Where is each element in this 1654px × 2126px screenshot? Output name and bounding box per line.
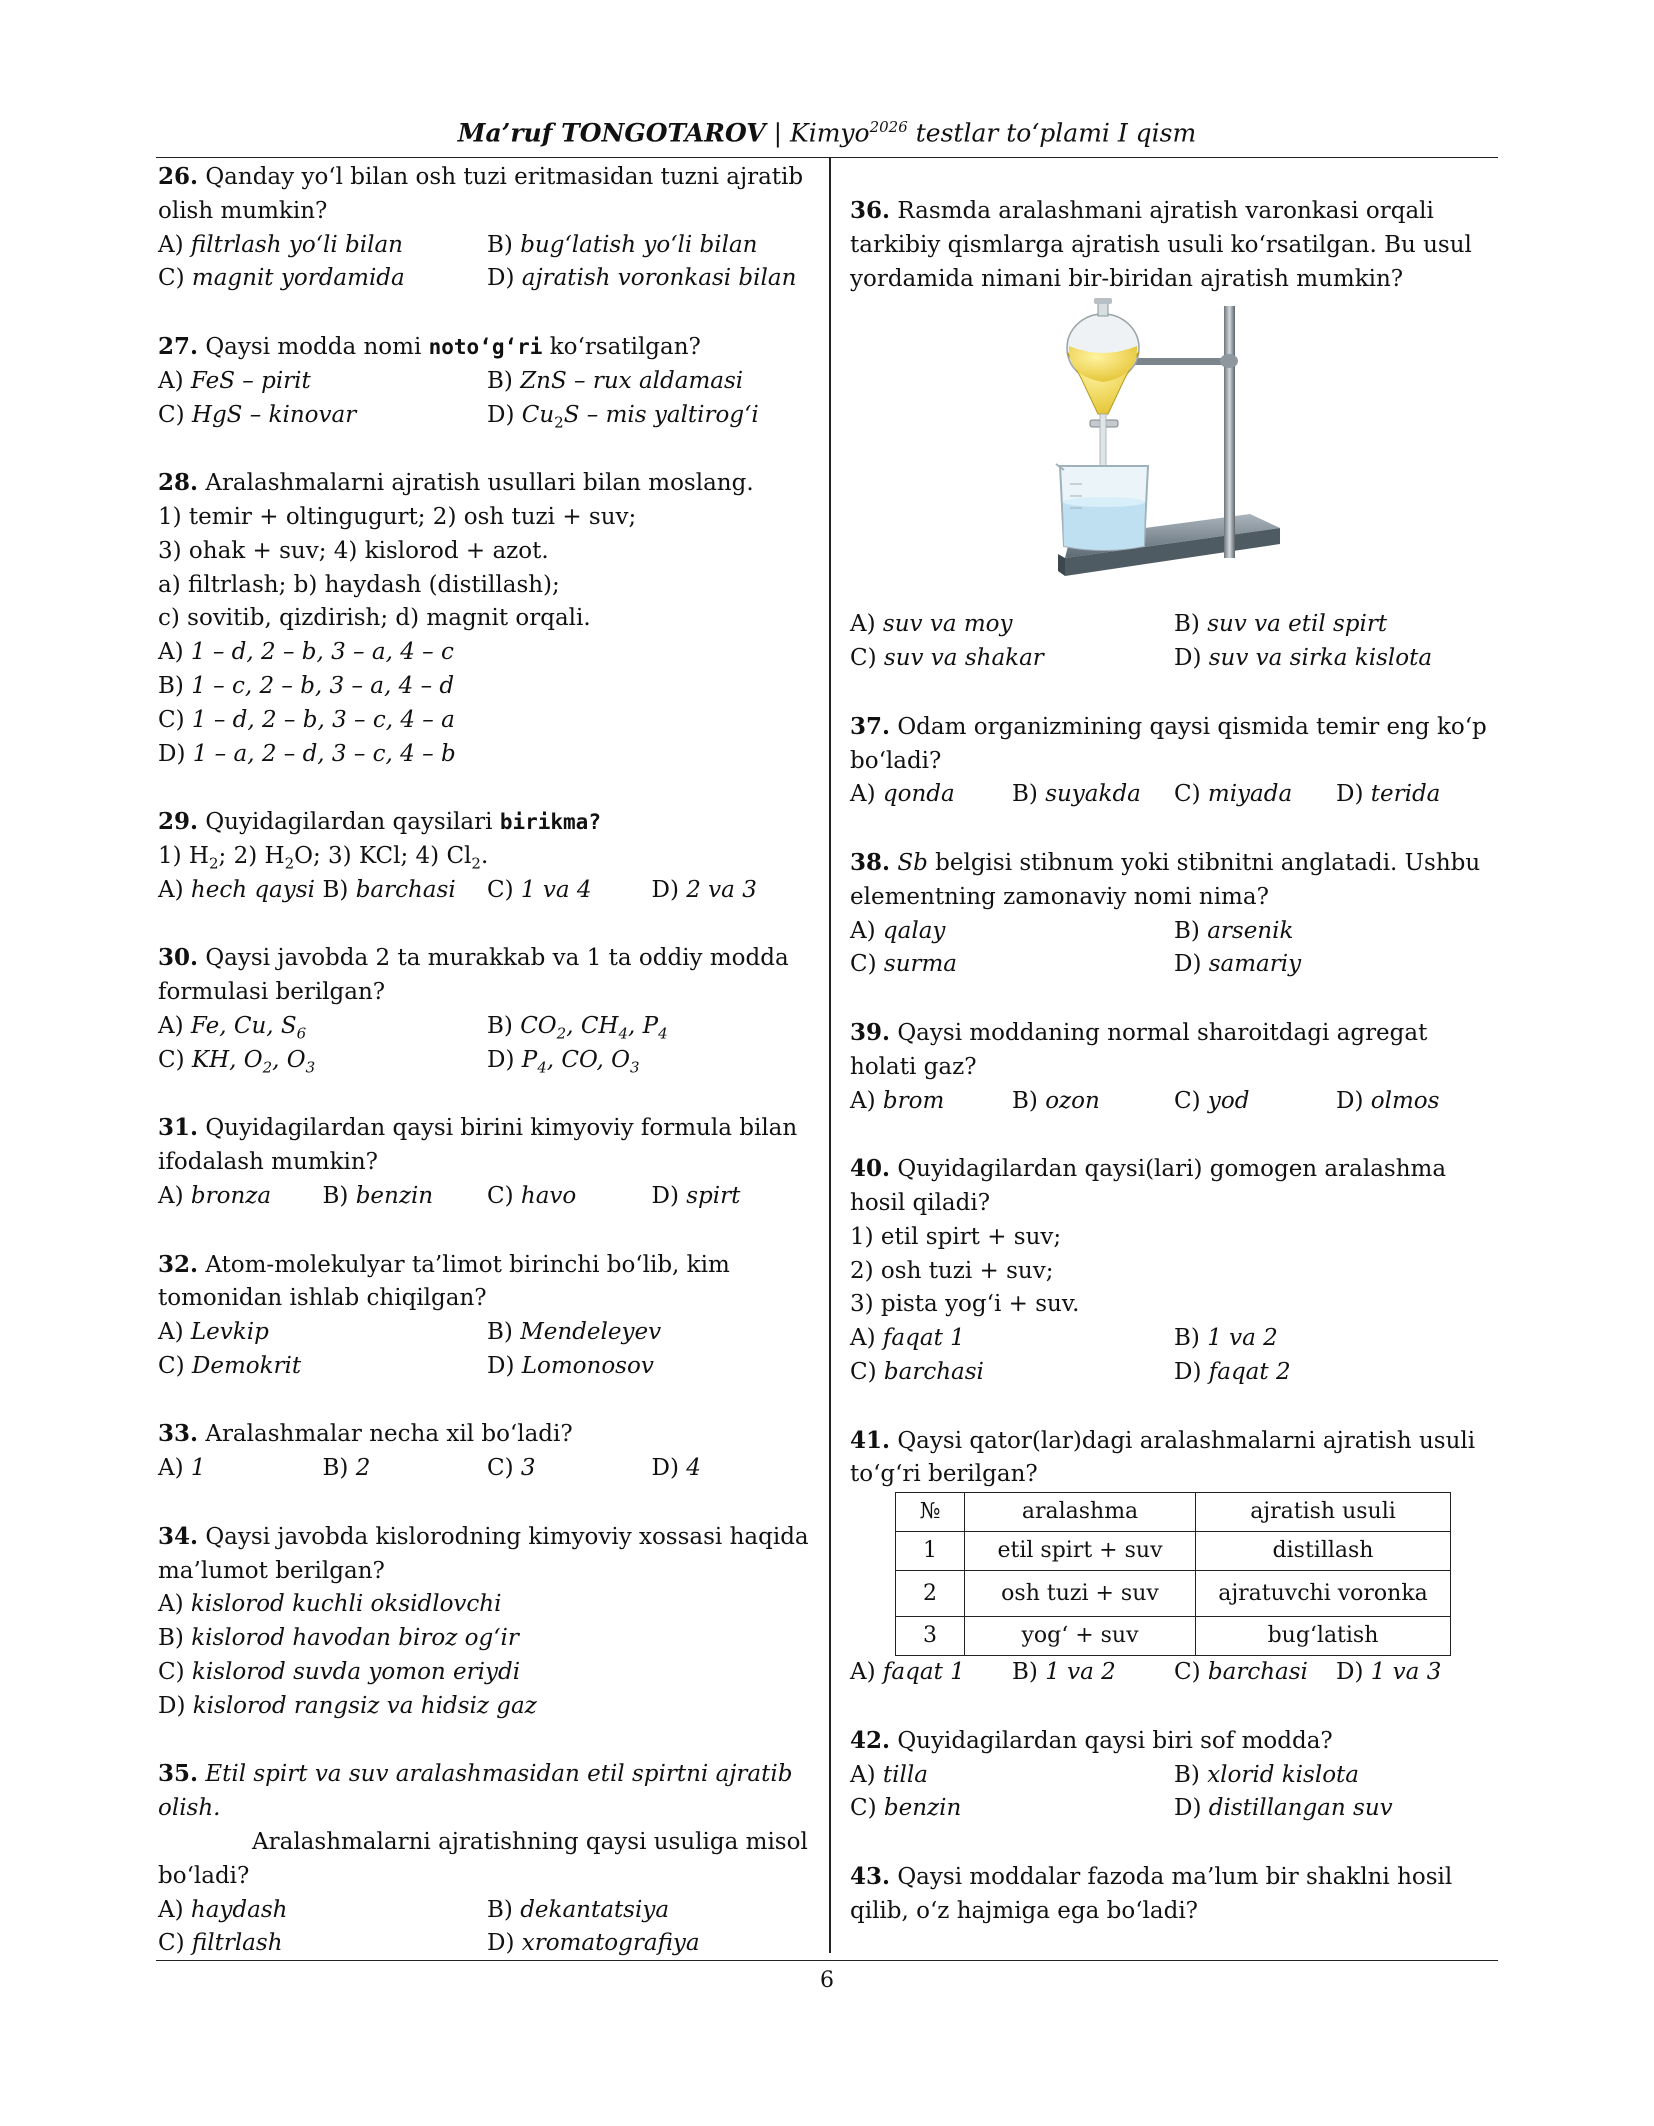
question-line: 3) pista yog‘i + suv. (850, 1291, 1080, 1318)
question-number: 28. (158, 469, 199, 497)
table-header: № (896, 1493, 965, 1532)
option-a[interactable]: A) Fe, Cu, $S_6$ (158, 1012, 307, 1043)
question-text: belgisi stibnum yoki stibnitni anglatadi. Ushbu elementning zamonaviy nomi nima? (850, 849, 1481, 910)
header-title: Kimyo (790, 118, 870, 148)
question-37 (850, 710, 1498, 812)
question-29 (158, 805, 816, 907)
question-text: Rasmda aralashmani ajratish varonkasi orqali tarkibiy qismlarga ajratish usuli ko‘rsatilgan. Bu usul yordamida nimani bir-biridan ajratish mumkin? (850, 198, 1472, 292)
question-subtext: Aralashmalarni ajratishning qaysi usuliga misol bo‘ladi? (158, 1829, 808, 1889)
option-b[interactable]: B) xlorid kislota (1174, 1761, 1360, 1788)
question-43 (850, 1860, 1498, 1929)
option-d[interactable]: D) suv va sirka kislota (1174, 645, 1433, 672)
question-line: 1) temir + oltingugurt; 2) osh tuzi + suv; (158, 503, 637, 530)
question-text: Qaysi moddalar fazoda ma’lum bir shaklni hosil qilib, o‘z hajmiga ega bo‘ladi? (850, 1863, 1453, 1924)
option-a[interactable]: A) Levkip (158, 1319, 269, 1346)
question-26 (158, 160, 816, 296)
option-d[interactable]: D) faqat 2 (1174, 1358, 1291, 1385)
option-d[interactable]: D) 4 (651, 1455, 701, 1482)
question-text: Etil spirt va suv aralashmasidan etil spirtni ajratib olish. (158, 1761, 793, 1822)
question-text: Quyidagilardan qaysi biri sof modda? (897, 1727, 1333, 1754)
option-b[interactable]: B) 1 – c, 2 – b, 3 – a, 4 – d (158, 672, 455, 699)
question-35 (158, 1757, 816, 1961)
option-b[interactable]: B) ozon (1012, 1087, 1100, 1114)
option-b[interactable]: B) 2 (322, 1455, 371, 1482)
question-number: 34. (158, 1522, 199, 1550)
question-text: Quyidagilardan qaysi(lari) gomogen aralashma hosil qiladi? (850, 1156, 1447, 1216)
table-cell: etil spirt + suv (965, 1532, 1196, 1571)
question-number: 29. (158, 808, 199, 836)
table-row (896, 1617, 1451, 1656)
table-cell: ajratuvchi voronka (1196, 1571, 1451, 1617)
option-b[interactable]: B) 1 va 2 (1174, 1325, 1278, 1352)
question-number: 35. (158, 1760, 199, 1788)
option-b[interactable]: B) Mendeleyev (487, 1319, 662, 1346)
question-31 (158, 1111, 816, 1213)
option-d[interactable]: D) 2 va 3 (651, 876, 757, 903)
option-a[interactable]: A) 1 (158, 1455, 206, 1482)
table-cell: 3 (896, 1617, 965, 1656)
question-text-end: ko‘rsatilgan? (549, 333, 701, 360)
question-text: Qaysi modda nomi (205, 333, 422, 360)
question-line: 2) osh tuzi + suv; (850, 1257, 1054, 1284)
question-line: c) sovitib, qizdirish; d) magnit orqali. (158, 605, 591, 632)
table-cell: osh tuzi + suv (965, 1571, 1196, 1617)
question-line: 1) etil spirt + suv; (850, 1223, 1062, 1250)
option-b[interactable]: B) dekantatsiya (487, 1896, 670, 1923)
option-a[interactable]: A) suv va moy (850, 611, 1013, 638)
question-text: Aralashmalar necha xil bo‘ladi? (205, 1421, 573, 1448)
question-42 (850, 1724, 1498, 1826)
header-year: 2026 (869, 118, 908, 136)
option-a[interactable]: A) hech qaysi (158, 876, 315, 903)
table-cell: distillash (1196, 1532, 1451, 1571)
question-text: Odam organizmining qaysi qismida temir eng ko‘p bo‘ladi? (850, 713, 1487, 774)
page-header (156, 118, 1498, 147)
option-a[interactable]: A) bronza (158, 1182, 272, 1209)
option-c[interactable]: C) benzin (850, 1795, 962, 1822)
table-cell: bug‘latish (1196, 1617, 1451, 1656)
header-separator: | (773, 118, 783, 148)
option-d[interactable]: D) $P_4$, CO, $O_3$ (487, 1046, 640, 1077)
question-text: Qaysi qator(lar)dagi aralashmalarni ajratish usuli to‘g‘ri berilgan? (850, 1427, 1476, 1488)
option-b[interactable]: B) suv va etil spirt (1174, 611, 1388, 638)
option-a[interactable]: A) 1 – d, 2 – b, 3 – a, 4 – c (158, 639, 454, 666)
question-number: 30. (158, 944, 199, 972)
option-a[interactable]: A) qalay (850, 917, 946, 944)
option-d[interactable]: D) samariy (1174, 951, 1302, 978)
question-33 (158, 1417, 816, 1486)
question-text: Qaysi moddaning normal sharoitdagi agregat holati gaz? (850, 1019, 1428, 1080)
header-author: Ma’ruf TONGOTAROV (457, 118, 766, 148)
option-a[interactable]: A) FeS – pirit (158, 367, 311, 394)
option-a[interactable]: A) faqat 1 (850, 1325, 965, 1352)
header-subtitle: testlar to‘plami I qism (915, 118, 1197, 148)
option-d[interactable]: D) spirt (651, 1182, 741, 1209)
question-number: 27. (158, 332, 199, 360)
option-c[interactable]: C) 1 – d, 2 – b, 3 – c, 4 – a (158, 706, 455, 733)
option-b[interactable]: B) ZnS – rux aldamasi (487, 367, 744, 394)
option-a[interactable]: A) brom (850, 1087, 945, 1114)
question-number: 36. (850, 197, 891, 224)
question-number: 38. (850, 848, 891, 876)
table-cell: 2 (896, 1571, 965, 1617)
question-number: 41. (850, 1426, 891, 1454)
option-a[interactable]: A) faqat 1 (850, 1659, 965, 1686)
question-text: Aralashmalarni ajratish usullari bilan moslang. (205, 470, 754, 497)
option-a[interactable]: A) haydash (158, 1896, 288, 1923)
question-emphasis: noto‘g‘ri (428, 334, 543, 359)
option-c[interactable]: C) 3 (487, 1455, 536, 1482)
option-c[interactable]: C) yod (1174, 1087, 1250, 1114)
question-41 (850, 1424, 1498, 1690)
question-34 (158, 1520, 816, 1724)
option-c[interactable]: C) barchasi (1174, 1659, 1308, 1686)
option-d[interactable]: D) olmos (1336, 1087, 1440, 1114)
separatory-funnel-figure (850, 296, 1498, 608)
option-d[interactable]: D) distillangan suv (1174, 1795, 1393, 1822)
header-rule (156, 157, 1498, 158)
table-header: aralashma (965, 1493, 1196, 1532)
option-b[interactable]: B) barchasi (322, 876, 456, 903)
option-b[interactable]: B) arsenik (1174, 917, 1294, 944)
table-header-row (896, 1493, 1451, 1532)
question-number: 31. (158, 1114, 199, 1142)
option-d[interactable]: D) ajratish voronkasi bilan (487, 265, 797, 292)
question-line: a) filtrlash; b) haydash (distillash); (158, 571, 560, 598)
question-38 (850, 846, 1498, 982)
footer-rule (156, 1960, 1498, 1961)
option-b[interactable]: B) 1 va 2 (1012, 1659, 1116, 1686)
question-line: 1) $H_2$; 2) $H_2O$; 3) KCl; 4) $Cl_2$. (158, 842, 489, 873)
question-text: Qaysi javobda 2 ta murakkab va 1 ta oddiy modda formulasi berilgan? (158, 945, 789, 1006)
option-b[interactable]: B) bug‘latish yo‘li bilan (487, 231, 758, 258)
question-text: Quyidagilardan qaysilari (205, 809, 493, 836)
option-b[interactable]: B) $CO_2$, $CH_4$, $P_4$ (487, 1012, 668, 1043)
question-32 (158, 1248, 816, 1384)
option-b[interactable]: B) benzin (322, 1182, 434, 1209)
question-text: Qaysi javobda kislorodning kimyoviy xossasi haqida ma’lumot berilgan? (158, 1523, 809, 1584)
page-number: 6 (820, 1968, 834, 1993)
table-row (896, 1532, 1451, 1571)
column-divider (829, 157, 831, 1953)
option-c[interactable]: C) 1 va 4 (487, 876, 592, 903)
question-number: 33. (158, 1420, 199, 1448)
option-d[interactable]: D) $Cu_2S$ – mis yaltirog‘i (487, 401, 759, 432)
question-line: 3) ohak + suv; 4) kislorod + azot. (158, 537, 549, 564)
question-39 (850, 1016, 1498, 1118)
question-text: Quyidagilardan qaysi birini kimyoviy formula bilan ifodalash mumkin? (158, 1115, 798, 1176)
option-c[interactable]: C) filtrlash (158, 1930, 283, 1957)
table-header: ajratish usuli (1196, 1493, 1451, 1532)
question-number: 32. (158, 1250, 199, 1278)
option-d[interactable]: D) Lomonosov (487, 1352, 654, 1379)
table-cell: 1 (896, 1532, 965, 1571)
option-c[interactable]: C) suv va shakar (850, 645, 1044, 672)
question-number: 42. (850, 1726, 891, 1754)
option-c[interactable]: C) magnit yordamida (158, 265, 405, 292)
question-number: 40. (850, 1155, 891, 1183)
table-cell: yog‘ + suv (965, 1617, 1196, 1656)
question-number: 39. (850, 1018, 891, 1046)
option-b[interactable]: B) kislorod havodan biroz og‘ir (158, 1625, 519, 1652)
question-number: 43. (850, 1862, 891, 1890)
option-c[interactable]: C) barchasi (850, 1358, 984, 1385)
option-c[interactable]: C) surma (850, 951, 958, 978)
option-d[interactable]: D) 1 – a, 2 – d, 3 – c, 4 – b (158, 740, 456, 767)
option-d[interactable]: D) xromatografiya (487, 1930, 700, 1957)
right-column (850, 194, 1498, 1928)
separation-table (895, 1492, 1451, 1656)
element-symbol: Sb (897, 849, 928, 876)
question-number: 26. (158, 163, 199, 190)
option-c[interactable]: C) HgS – kinovar (158, 401, 357, 428)
option-d[interactable]: D) kislorod rangsiz va hidsiz gaz (158, 1692, 537, 1719)
option-c[interactable]: C) kislorod suvda yomon eriydi (158, 1659, 521, 1686)
question-emphasis: birikma? (499, 810, 601, 835)
left-column (158, 160, 816, 1995)
option-c[interactable]: C) Demokrit (158, 1352, 302, 1379)
question-36 (850, 194, 1498, 676)
option-a[interactable]: A) filtrlash yo‘li bilan (158, 231, 403, 258)
question-text: Qanday yo‘l bilan osh tuzi eritmasidan tuzni ajratib olish mumkin? (158, 164, 804, 224)
separatory-funnel-illustration (850, 296, 1498, 608)
option-c[interactable]: C) havo (487, 1182, 577, 1209)
option-a[interactable]: A) kislorod kuchli oksidlovchi (158, 1591, 502, 1618)
option-b[interactable]: B) suyakda (1012, 781, 1141, 808)
question-27 (158, 330, 816, 432)
option-a[interactable]: A) tilla (850, 1761, 928, 1788)
table-row (896, 1571, 1451, 1617)
question-40 (850, 1152, 1498, 1390)
question-number: 37. (850, 712, 891, 740)
question-28 (158, 466, 816, 771)
question-text: Atom-molekulyar ta’limot birinchi bo‘lib, kim tomonidan ishlab chiqilgan? (158, 1251, 730, 1312)
option-d[interactable]: D) terida (1336, 781, 1441, 808)
option-c[interactable]: C) miyada (1174, 781, 1293, 808)
option-d[interactable]: D) 1 va 3 (1336, 1659, 1442, 1686)
question-30 (158, 941, 816, 1077)
option-a[interactable]: A) qonda (850, 781, 955, 808)
option-c[interactable]: C) KH, $O_2$, $O_3$ (158, 1046, 316, 1077)
